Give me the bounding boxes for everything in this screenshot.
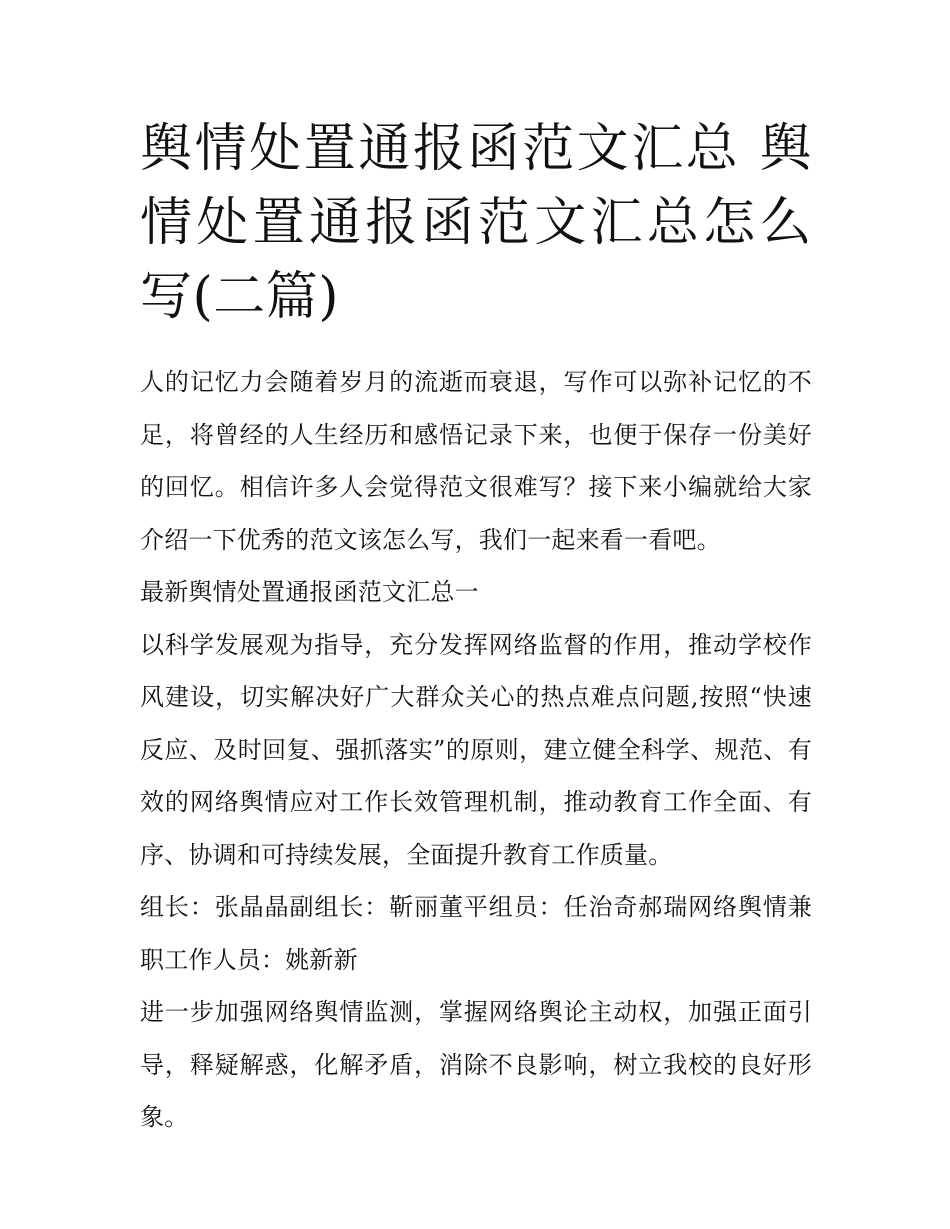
intro-paragraph: 人的记忆力会随着岁月的流逝而衰退，写作可以弥补记忆的不足，将曾经的人生经历和感悟记录下来，也便于保存一份美好的回忆。相信许多人会觉得范文很难写？接下来小编就给大家介绍一下优秀的范文该怎么写，我们一起来看一看吧。	[140, 368, 812, 554]
section-heading: 最新舆情处置通报函范文汇总一	[140, 578, 479, 606]
document-page	[140, 112, 812, 1144]
document-title: 舆情处置通报函范文汇总 舆情处置通报函范文汇总怎么写(二篇)	[140, 119, 812, 327]
guiding-principle-paragraph: 以科学发展观为指导，充分发挥网络监督的作用，推动学校作风建设，切实解决好广大群众关心的热点难点问题,按照“快速反应、及时回复、强抓落实”的原则，建立健全科学、规范、有效的网络舆情应对工作长效管理机制，推动教育工作全面、有序、协调和可持续发展，全面提升教育工作质量。	[140, 630, 812, 869]
objective-paragraph: 进一步加强网络舆情监测，掌握网络舆论主动权，加强正面引导，释疑解惑，化解矛盾，消除不良影响，树立我校的良好形象。	[140, 998, 812, 1131]
team-members-paragraph: 组长：张晶晶副组长：靳丽董平组员：任治奇郝瑞网络舆情兼职工作人员：姚新新	[140, 893, 812, 974]
